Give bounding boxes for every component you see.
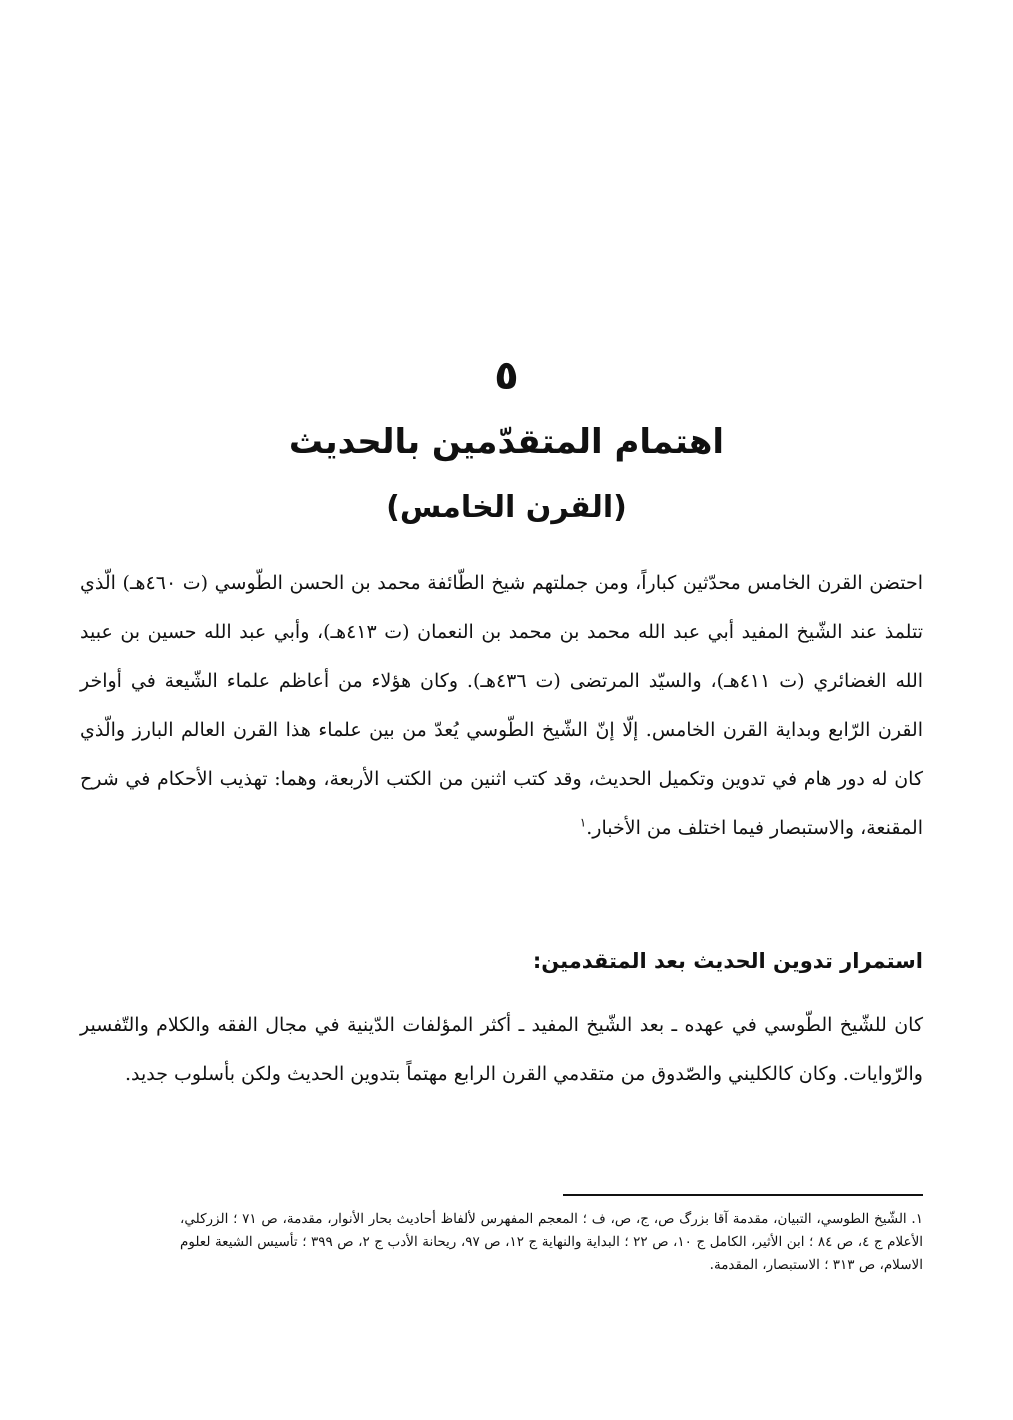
section-heading: استمرار تدوين الحديث بعد المتقدمين: bbox=[532, 949, 923, 973]
chapter-number: ٥ bbox=[494, 353, 519, 399]
footnote-divider bbox=[563, 1194, 923, 1196]
chapter-subtitle: (القرن الخامس) bbox=[386, 490, 627, 525]
footnote: ١. الشّيخ الطوسي، التبيان، مقدمة آقا بزرگ ص، ج، ص، ف ؛ المعجم المفهرس لألفاظ أحاديث بحار الأنوار، مقدمة، ص ٧١ ؛ الزركلي، الأعلام ج ٤، ص ٨٤ ؛ ابن الأثير، الكامل ج ١٠، ص ٢٢ ؛ البداية والنهاية ج ١٢، ص ٩٧، ريحانة الأدب ج ٢، ص ٣٩٩ ؛ تأسيس الشيعة لعلوم الاسلام، ص ٣١٣ ؛ الاستبصار، المقدمة. bbox=[180, 1211, 924, 1273]
chapter-title: اهتمام المتقدّمين بالحديث bbox=[288, 422, 725, 462]
footnote-reference-marker: ١ bbox=[579, 815, 587, 830]
body-paragraph-1 bbox=[80, 559, 923, 853]
body-paragraph-1-text: احتضن القرن الخامس محدّثين كباراً، ومن جملتهم شيخ الطّائفة محمد بن الحسن الطّوسي (ت ٤٦٠هـ) الّذي تتلمذ عند الشّيخ المفيد أبي عبد الله محمد بن محمد بن النعمان (ت ٤١٣هـ)، وأبي عبد الله حسين بن عبيد الله الغضائري (ت ٤١١هـ)، والسيّد المرتضى (ت ٤٣٦هـ). وكان هؤلاء من أعاظم علماء الشّيعة في أواخر القرن الرّابع وبداية القرن الخامس. إلّا إنّ الشّيخ الطّوسي يُعدّ من بين علماء هذا القرن العالم البارز والّذي كان له دور هام في تدوين وتكميل الحديث، وقد كتب اثنين من الكتب الأربعة، وهما: تهذيب الأحكام في شرح المقنعة، والاستبصار فيما اختلف من الأخبار. bbox=[80, 572, 924, 839]
body-paragraph-2: كان للشّيخ الطّوسي في عهده ـ بعد الشّيخ المفيد ـ أكثر المؤلفات الدّينية في مجال الفقه والكلام والتّفسير والرّوايات. وكان كالكليني والصّدوق من متقدمي القرن الرابع مهتماً بتدوين الحديث ولكن بأسلوب جديد. bbox=[80, 1014, 923, 1085]
